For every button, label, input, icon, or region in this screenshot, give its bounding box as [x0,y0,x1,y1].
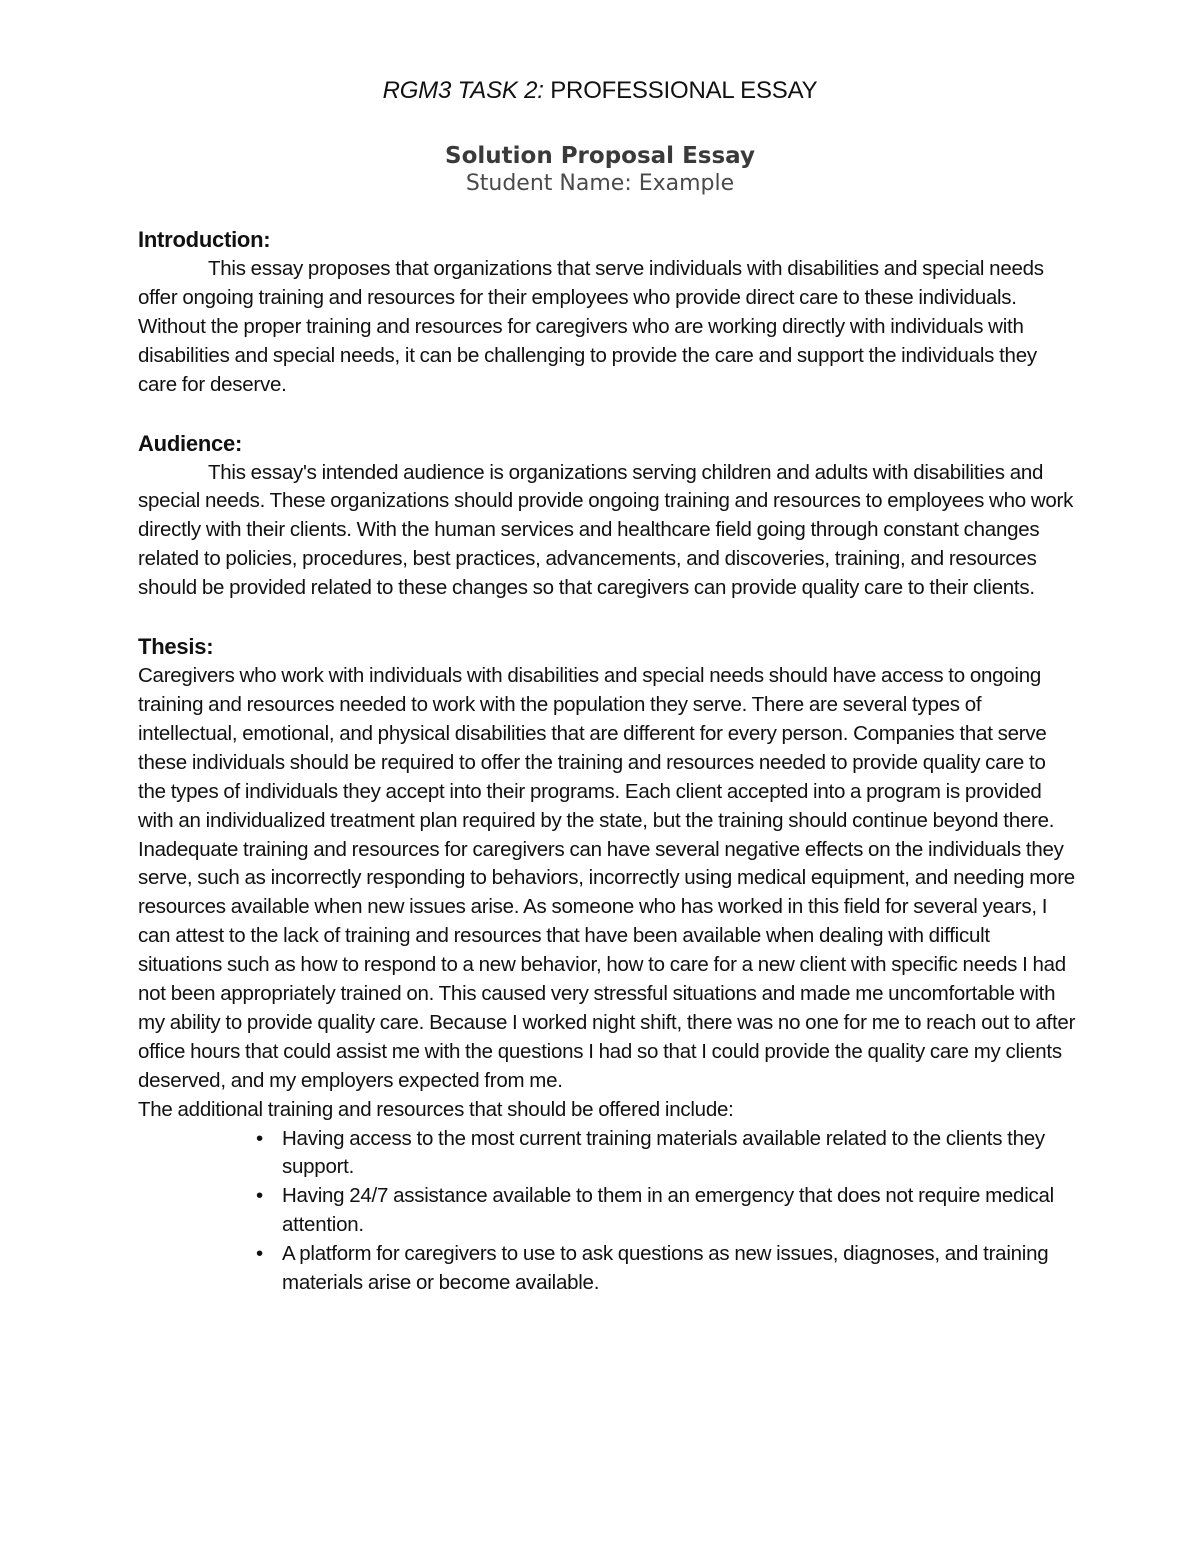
list-item-text: A platform for caregivers to use to ask questions as new issues, diagnoses, and training materials arise or become available. [282,1242,1049,1295]
essay-type-label: PROFESSIONAL ESSAY [543,77,818,104]
introduction-paragraph: This essay proposes that organizations that serve individuals with disabilities and special needs offer ongoing training and resources for their employees who provide direct care to these individuals. Without the proper training and resources for caregivers who are working directly with individuals with disabilities and special needs, it can be challenging to provide the care and support the individuals they care for deserve. [138,257,1044,396]
task-label: RGM3 TASK 2: [382,77,544,104]
bullet-icon: • [256,1126,263,1150]
introduction-heading: Introduction: [138,227,271,252]
list-item [246,1125,1078,1183]
bullet-icon: • [256,1184,263,1208]
essay-body [138,225,1078,1298]
list-intro: The additional training and resources that should be offered include: [138,1097,734,1121]
audience-paragraph: This essay's intended audience is organizations serving children and adults with disabilities and special needs. These organizations should provide ongoing training and resources to employees who work directly with their clients. With the human services and healthcare field going through constant changes related to policies, procedures, best practices, advancements, and discoveries, training, and resources should be provided related to these changes so that caregivers can provide quality care to their clients. [138,460,1074,600]
list-item [246,1240,1078,1298]
audience-heading: Audience: [138,430,243,456]
thesis-heading: Thesis: [138,634,214,660]
list-item-text: Having access to the most current training materials available related to the clients they support. [282,1126,1045,1179]
student-name: Student Name: Example [465,171,735,196]
list-item [246,1182,1078,1240]
bullet-icon: • [256,1242,263,1266]
list-item-text: Having 24/7 assistance available to them in an emergency that does not require medical attention. [282,1184,1054,1237]
thesis-paragraph: Caregivers who work with individuals with disabilities and special needs should have access to ongoing training and resources needed to work with the population they serve. There are several types of intellectual, emotional, and physical disabilities that are different for every person. Companies that serve these individuals should be required to offer the training and resources needed to provide quality care to the types of individuals they accept into their programs. Each client accepted into a program is provided with an individualized treatment plan required by the state, but the training should continue beyond there. Inadequate training and resources for caregivers can have several negative effects on the individuals they serve, such as incorrectly responding to behaviors, incorrectly using medical equipment, and needing more resources available when new issues arise. As someone who has worked in this field for several years, I can attest to the lack of training and resources that have been available when dealing with difficult situations such as how to respond to a new behavior, how to care for a new client with specific needs I had not been appropriately trained on. This caused very stressful situations and made me uncomfortable with my ability to provide quality care. Because I worked night shift, there was no one for me to reach out to after office hours that could assist me with the questions I had so that I could provide the quality care my clients deserved, and my employers expected from me. [138,664,1076,1092]
assignment-header [0,74,1200,108]
essay-title: Solution Proposal Essay [445,143,755,169]
training-resources-list [138,1125,1078,1298]
